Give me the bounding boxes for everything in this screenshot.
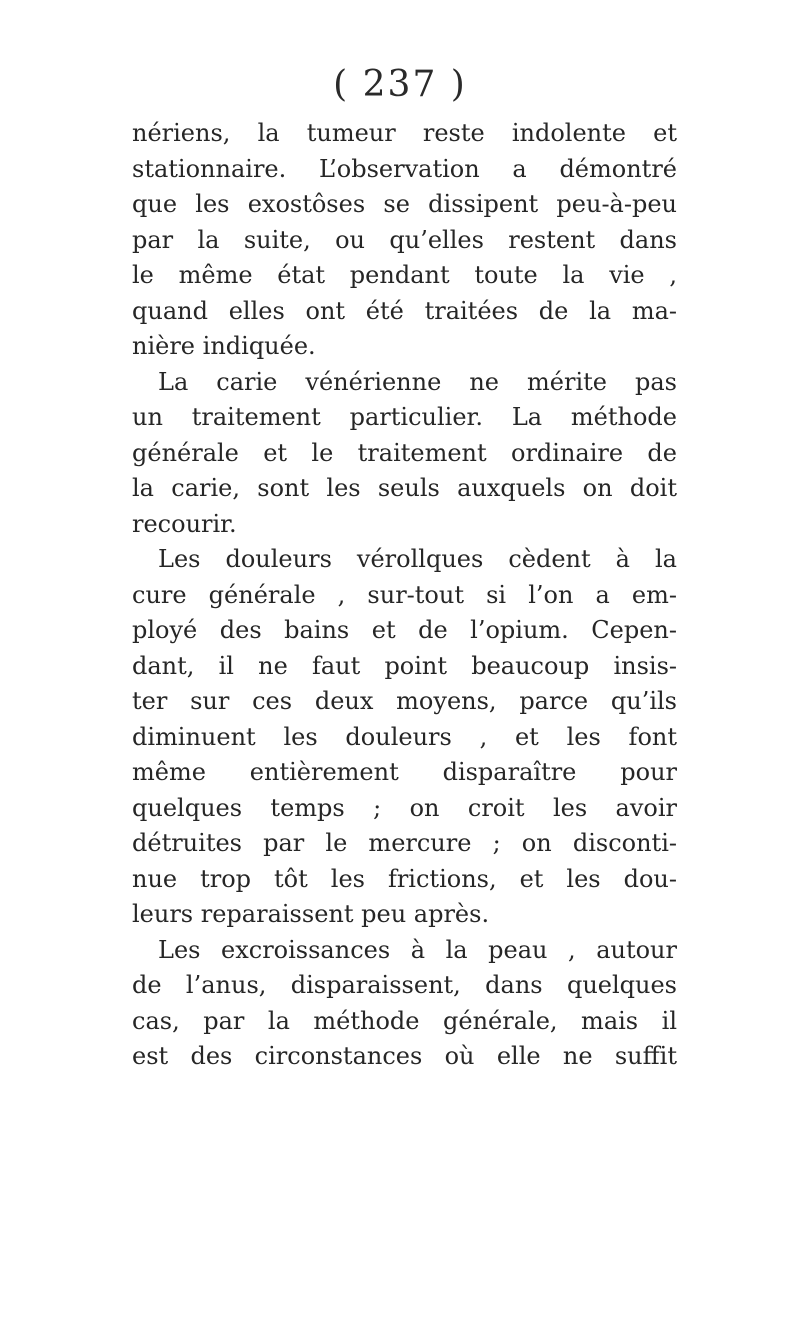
paragraph-start-line: La carie vénérienne ne mérite pas — [158, 367, 677, 396]
page-number: ( 237 ) — [333, 64, 467, 105]
text-line: même entièrement disparaître pour — [132, 758, 677, 786]
text-line: générale et le traitement ordinaire de — [132, 438, 677, 467]
text-line: cure générale , sur-tout si l’on a em- — [132, 580, 677, 609]
text-line: la carie, sont les seuls auxquels on doit — [132, 474, 677, 502]
text-line: quand elles ont été traitées de la ma- — [132, 296, 677, 325]
text-line: par la suite, ou qu’elles restent dans — [132, 225, 677, 254]
text-line: nue trop tôt les frictions, et les dou- — [132, 864, 677, 893]
text-line: ployé des bains et de l’opium. Cepen- — [132, 616, 677, 644]
text-line: recourir. — [132, 509, 237, 538]
paragraph-start-line: Les excroissances à la peau , autour — [158, 935, 677, 964]
text-line: un traitement particulier. La méthode — [132, 403, 677, 431]
text-line: nière indiquée. — [132, 332, 316, 360]
text-line: diminuent les douleurs , et les font — [132, 722, 677, 751]
text-line: nériens, la tumeur reste indolente et — [132, 119, 677, 147]
text-line: est des circonstances où elle ne suffit — [132, 1042, 677, 1070]
paragraph-start-line: Les douleurs vérollques cèdent à la — [158, 545, 677, 573]
text-line: détruites par le mercure ; on disconti- — [132, 829, 677, 857]
text-line: le même état pendant toute la vie , — [132, 261, 677, 289]
text-line: cas, par la méthode générale, mais il — [132, 1006, 677, 1035]
text-line: de l’anus, disparaissent, dans quelques — [132, 971, 677, 999]
text-line: ter sur ces deux moyens, parce qu’ils — [132, 687, 677, 715]
text-line: que les exostôses se dissipent peu-à-peu — [132, 190, 677, 218]
text-line: stationnaire. L’observation a démontré — [132, 154, 677, 183]
text-line: leurs reparaissent peu après. — [132, 900, 490, 928]
body-text — [132, 116, 677, 1075]
text-line: quelques temps ; on croit les avoir — [132, 793, 677, 822]
text-line: dant, il ne faut point beaucoup insis- — [132, 651, 677, 680]
